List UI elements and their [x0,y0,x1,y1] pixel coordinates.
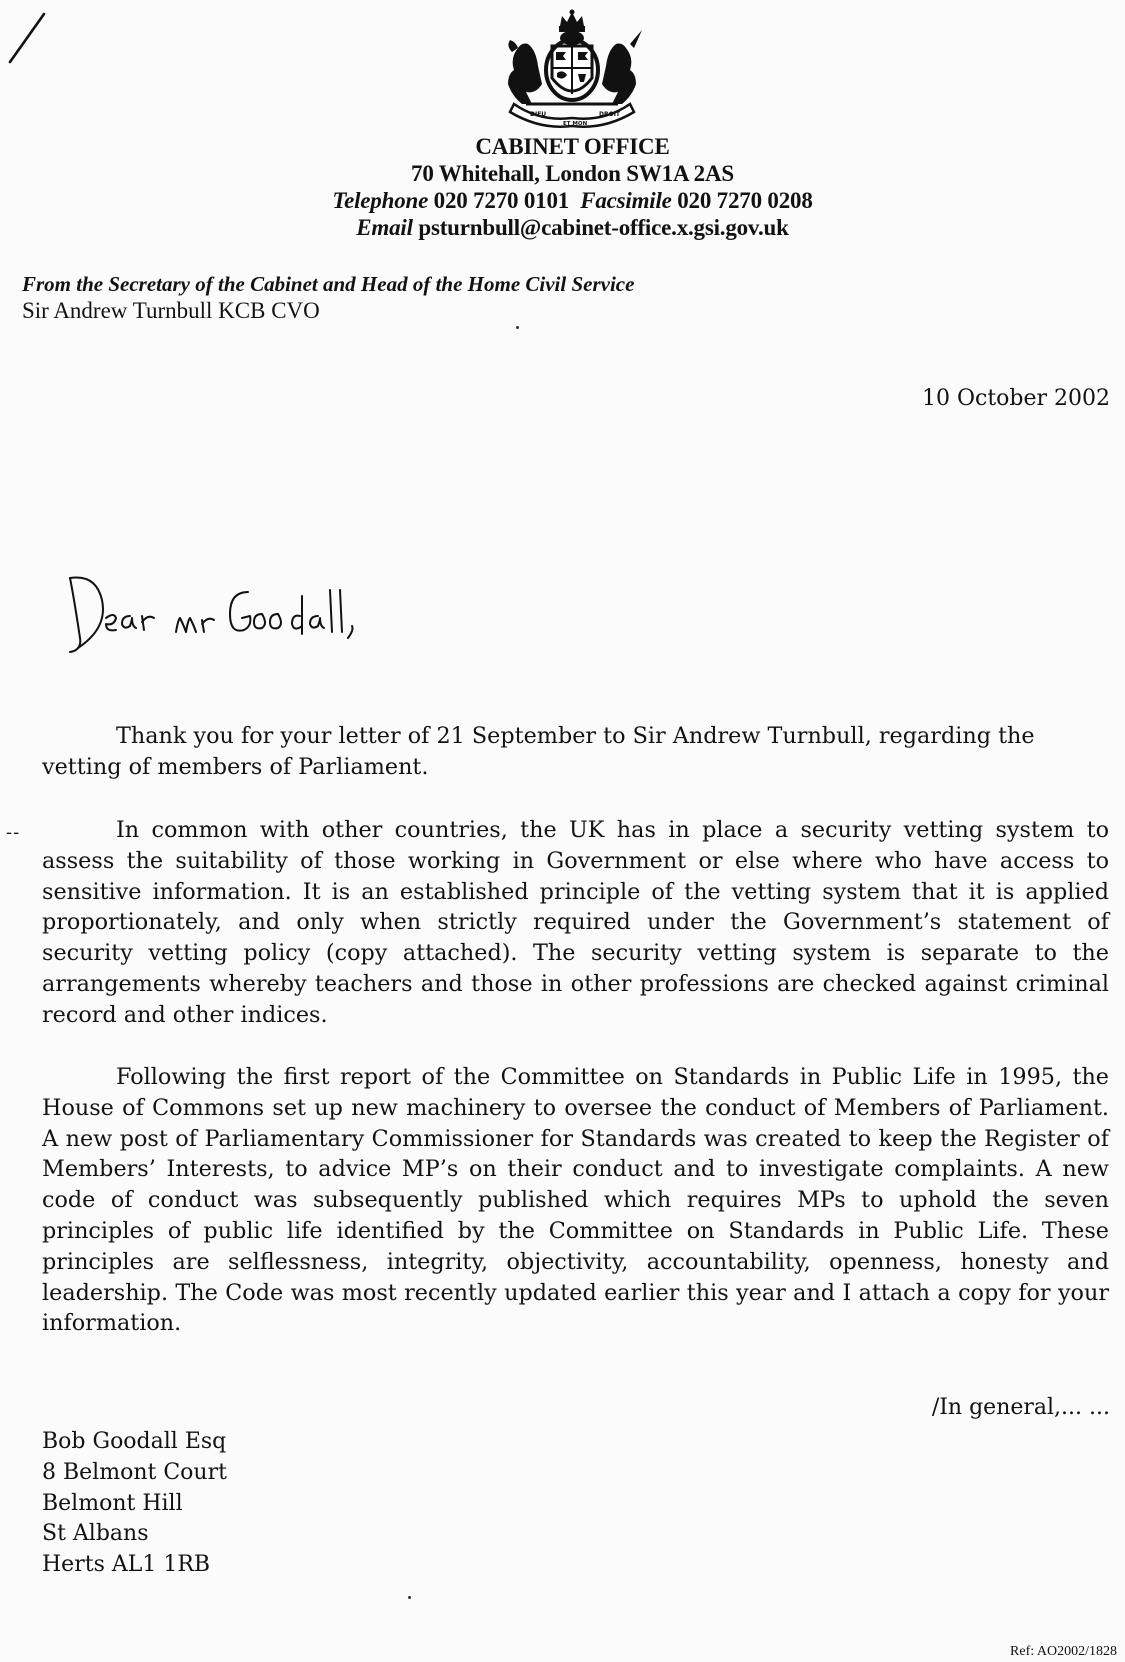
handwritten-salutation [62,570,382,660]
recipient-address [42,1427,227,1581]
telephone-number: 020 7270 0101 [433,188,570,213]
email-address[interactable]: psturnbull@cabinet-office.x.gsi.gov.uk [418,215,789,240]
recipient-county-postcode: Herts AL1 1RB [42,1552,211,1578]
office-name: CABINET OFFICE [475,134,670,159]
body-paragraph-2: In common with other countries, the UK has in place a security vetting system to assess the suitability of those working in Government or else where who have access to sensitive information. It is an established principle of the vetting system that it is applied proportionately, and only when strictly required under the Government’s statement of security vetting policy (copy attached). The security vetting system is separate to the arrangements whereby teachers and those in other professions are checked against criminal record and other indices. [42,817,1109,1028]
royal-coat-of-arms-icon [500,8,645,128]
recipient-street: 8 Belmont Court [42,1459,227,1485]
scan-speck [408,1596,411,1599]
motto-word-1: DIEU [530,111,547,118]
pen-stroke-mark [4,10,48,66]
from-line: From the Secretary of the Cabinet and Head of the Home Civil Service [22,272,635,296]
continuation-note: /In general,... ... [931,1395,1110,1420]
motto-word-2: ET MON [563,121,588,127]
recipient-locality: Belmont Hill [42,1490,183,1516]
sender-name: Sir Andrew Turnbull KCB CVO [22,298,320,323]
telephone-label: Telephone [332,188,429,213]
margin-dash-mark: -- [6,822,21,843]
contact-phone-fax [0,187,1125,214]
recipient-town: St Albans [42,1521,149,1547]
facsimile-number: 020 7270 0208 [677,188,813,213]
facsimile-label: Facsimile [580,188,672,213]
motto-word-3: DROIT [599,111,621,118]
email-label: Email [356,215,413,240]
body-paragraph-3: Following the first report of the Committee on Standards in Public Life in 1995, the House of Commons set up new machinery to oversee the conduct of Members of Parliament. A new post of Parliamentary Commissioner for Standards was created to keep the Register of Members’ Interests, to advice MP’s on their conduct and to investigate complaints. A new code of conduct was subsequently published which requires MPs to uphold the seven principles of public life identified by the Committee on Standards in Public Life. These principles are selflessness, integrity, objectivity, accountability, openness, honesty and leadership. The Code was most recently updated earlier this year and I attach a copy for your information. [42,1064,1109,1337]
scan-speck [516,326,519,329]
recipient-name: Bob Goodall Esq [42,1429,227,1454]
letter-date: 10 October 2002 [921,386,1110,411]
reference-number: Ref: AO2002/1828 [1010,1644,1117,1659]
contact-email [0,214,1125,241]
office-address: 70 Whitehall, London SW1A 2AS [411,161,734,186]
body-paragraph-1: Thank you for your letter of 21 September to Sir Andrew Turnbull, regarding the vetting of members of Parliament. [42,723,1035,780]
